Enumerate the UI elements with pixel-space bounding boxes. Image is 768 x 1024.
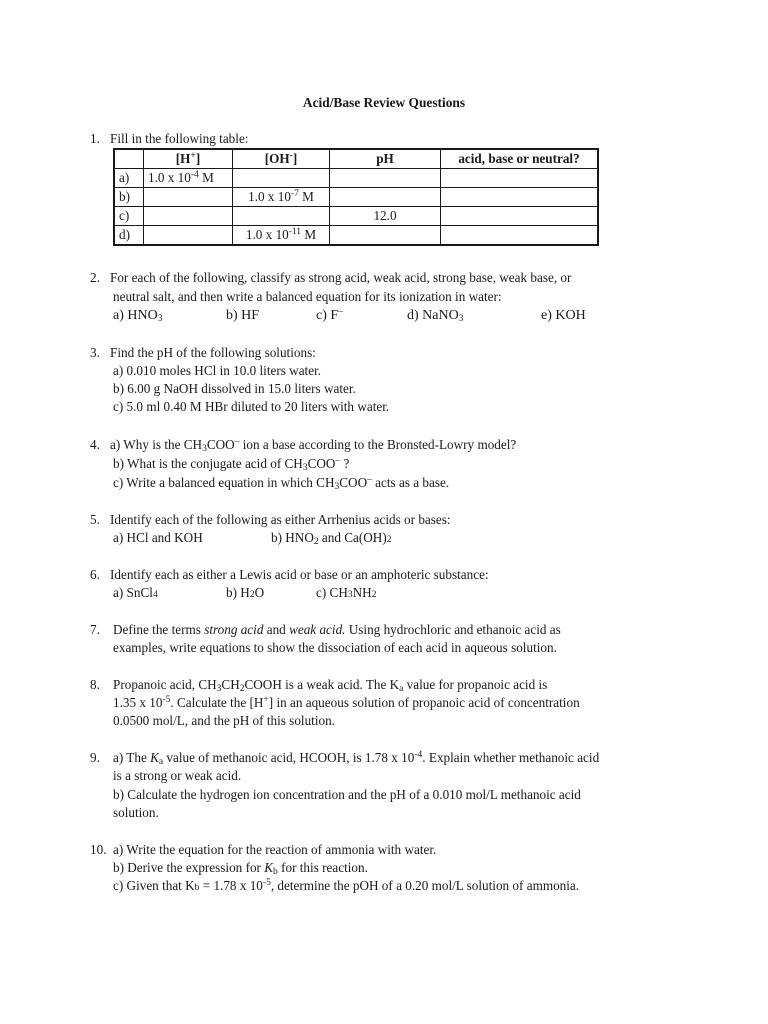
oh-cell (233, 169, 330, 188)
question-number: 10. (90, 842, 107, 857)
option-b: b) H2O (226, 585, 265, 600)
question-prompt: Find the pH of the following solutions: (110, 345, 316, 360)
option-e: e) KOH (541, 308, 586, 323)
question-text-line: b) Derive the expression for $K_b$ for this reaction. (113, 860, 368, 877)
question-text-line: examples, write equations to show the dissociation of each acid in aqueous solution. (113, 640, 557, 655)
question-text-line: is a strong or weak acid. (113, 768, 242, 783)
h-cell (144, 226, 233, 246)
classification-cell (441, 169, 599, 188)
question-number: 9. (90, 750, 100, 765)
question-text-line: c) Given that Kb = 1.78 x $10^{-5}$, determine the pOH of a 0.20 mol/L solution of ammonia. (113, 878, 580, 893)
classification-cell (441, 188, 599, 207)
option-a: a) SnCl4 (113, 585, 158, 600)
table-row (114, 169, 598, 188)
h-cell (144, 207, 233, 226)
question-text-line: solution. (113, 805, 159, 820)
question-text-line: neutral salt, and then write a balanced equation for its ionization in water: (113, 289, 502, 304)
table-header-h: [H+] (144, 149, 233, 169)
page-title: Acid/Base Review Questions (302, 95, 466, 110)
ph-cell (330, 169, 441, 188)
question-text-line: a) Write the equation for the reaction of ammonia with water. (113, 842, 437, 857)
table-header-corner (114, 149, 144, 169)
question-text-line: 1.35 x $10^{-5}$. Calculate the [H+] in an aqueous solution of propanoic acid of concentration (113, 695, 580, 710)
question-item: b) 6.00 g NaOH dissolved in 15.0 liters water. (113, 381, 356, 396)
row-label: c) (114, 207, 144, 226)
question-item: a) Why is the $CH_3COO^-$ ion a base according to the Bronsted-Lowry model? (110, 437, 517, 454)
question-item: c) 5.0 ml 0.40 M HBr diluted to 20 liters with water. (113, 399, 390, 414)
h-cell (144, 188, 233, 207)
oh-cell: 1.0 x $10^{-7}$ M (233, 188, 330, 207)
question-number: 3. (90, 345, 100, 360)
table-row (114, 226, 598, 246)
ph-cell: 12.0 (330, 207, 441, 226)
option-c: c) F– (316, 307, 343, 323)
question-number: 1. (90, 131, 100, 146)
question-number: 6. (90, 567, 100, 582)
classification-cell (441, 226, 599, 246)
question-number: 5. (90, 512, 100, 527)
option-d: d) NaNO$_3$ (407, 308, 464, 324)
question-prompt: Identify each as either a Lewis acid or base or an amphoteric substance: (110, 567, 489, 582)
table-header-row (114, 149, 598, 169)
question-item: c) Write a balanced equation in which $CH_3COO^-$ acts as a base. (113, 475, 450, 492)
question-text-line: Define the terms strong acid and weak acid. Using hydrochloric and ethanoic acid as (113, 622, 561, 637)
option-b: b) $HNO_2$ and Ca(OH)2 (271, 530, 392, 547)
question-number: 8. (90, 677, 100, 692)
ph-cell (330, 188, 441, 207)
table-header-ph: pH (330, 149, 441, 169)
table-row (114, 188, 598, 207)
fill-in-table (113, 148, 599, 246)
ph-cell (330, 226, 441, 246)
table-row (114, 207, 598, 226)
question-item: b) What is the conjugate acid of $CH_3COO^-$ ? (113, 456, 350, 473)
table-header-oh: [OH-] (233, 149, 330, 169)
question-number: 2. (90, 270, 100, 285)
row-label: a) (114, 169, 144, 188)
question-text-line: For each of the following, classify as strong acid, weak acid, strong base, weak base, or (110, 270, 572, 285)
option-b: b) HF (226, 308, 260, 323)
question-text-line: Propanoic acid, $CH_3CH_2COOH$ is a weak acid. The $K_a$ value for propanoic acid is (113, 677, 548, 694)
question-text-line: 0.0500 mol/L, and the pH of this solution. (113, 713, 335, 728)
question-text-line: a) The $K_a$ value of methanoic acid, HCOOH, is 1.78 x $10^{-4}$. Explain whether methanoic acid (113, 750, 600, 767)
question-item: a) 0.010 moles HCl in 10.0 liters water. (113, 363, 322, 378)
question-text-line: b) Calculate the hydrogen ion concentration and the pH of a 0.010 mol/L methanoic acid (113, 787, 581, 802)
question-prompt: Fill in the following table: (110, 131, 249, 146)
classification-cell (441, 207, 599, 226)
question-number: 4. (90, 437, 100, 452)
row-label: b) (114, 188, 144, 207)
row-label: d) (114, 226, 144, 246)
question-number: 7. (90, 622, 100, 637)
table-header-classification: acid, base or neutral? (441, 149, 599, 169)
question-prompt: Identify each of the following as either Arrhenius acids or bases: (110, 512, 451, 527)
oh-cell (233, 207, 330, 226)
h-cell: 1.0 x $10^{-4}$ M (144, 169, 233, 188)
oh-cell: 1.0 x $10^{-11}$ M (233, 226, 330, 246)
option-a: a) $HNO_3$ (113, 308, 163, 324)
option-a: a) HCl and KOH (113, 530, 203, 545)
option-c: c) CH3NH2 (316, 585, 377, 600)
